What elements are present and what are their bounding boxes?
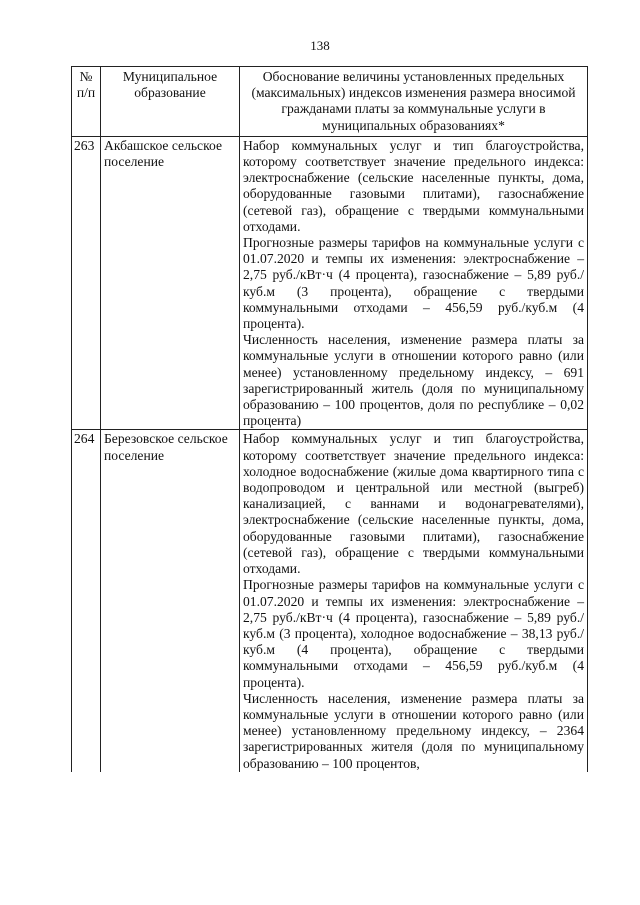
- rationale-cell: [240, 136, 588, 430]
- rationale-cell: [240, 430, 588, 772]
- table-row: [72, 136, 588, 430]
- municipality-name: Акбашское сельское поселение: [101, 136, 240, 430]
- rationale-paragraph: Набор коммунальных услуг и тип благоустройства, которому соответствует значение предельного индекса: электроснабжение (сельские населенные пункты, дома, оборудованные газовыми плитами), газоснабжение (сетевой газ), обращение с твердыми коммунальными отходами.: [243, 137, 584, 234]
- page-number: 138: [310, 38, 330, 53]
- table-header-row: [72, 67, 588, 137]
- rationale-paragraph: Набор коммунальных услуг и тип благоустройства, которому соответствует значение предельного индекса: холодное водоснабжение (жилые дома квартирного типа с водопроводом и центральной или местной (выгреб) канализацией, с ваннами и водонагревателями), электроснабжение (сельские населенные пункты, дома, оборудованные газовыми плитами), газоснабжение (сетевой газ), обращение с твердыми коммунальными отходами.: [243, 431, 584, 577]
- municipality-name: Березовское сельское поселение: [101, 430, 240, 772]
- row-number: 263: [72, 136, 101, 430]
- header-rationale: Обоснование величины установленных предельных (максимальных) индексов изменения размера вносимой гражданами платы за коммунальные услуги в муниципальных образованиях*: [240, 67, 588, 137]
- rationale-paragraph: Численность населения, изменение размера платы за коммунальные услуги в отношении которого равно (или менее) установленному предельному индексу, – 2364 зарегистрированных жителя (доля по муниципальному образованию – 100 процентов,: [243, 690, 584, 771]
- table-row: [72, 430, 588, 772]
- rationale-paragraph: Прогнозные размеры тарифов на коммунальные услуги с 01.07.2020 и темпы их изменения: электроснабжение – 2,75 руб./кВт·ч (4 процента), газоснабжение – 5,89 руб./куб.м (3 процента), обращение с твердыми коммунальными отходами – 456,59 руб./куб.м (4 процента).: [243, 235, 584, 332]
- header-num: № п/п: [72, 67, 101, 137]
- row-number: 264: [72, 430, 101, 772]
- rationale-paragraph: Численность населения, изменение размера платы за коммунальные услуги в отношении которого равно (или менее) установленному предельному индексу, – 691 зарегистрированный житель (доля по муниципальному образованию – 100 процентов, доля по республике – 0,02 процента): [243, 332, 584, 429]
- header-municipality: Муниципальное образование: [101, 67, 240, 137]
- rationale-paragraph: Прогнозные размеры тарифов на коммунальные услуги с 01.07.2020 и темпы их изменения: электроснабжение – 2,75 руб./кВт·ч (4 процента), газоснабжение – 5,89 руб./куб.м (3 процента), холодное водоснабжение – 38,13 руб./куб.м (4 процента), обращение с твердыми коммунальными отходами – 456,59 руб./куб.м (4 процента).: [243, 577, 584, 690]
- tariff-table: [71, 66, 588, 772]
